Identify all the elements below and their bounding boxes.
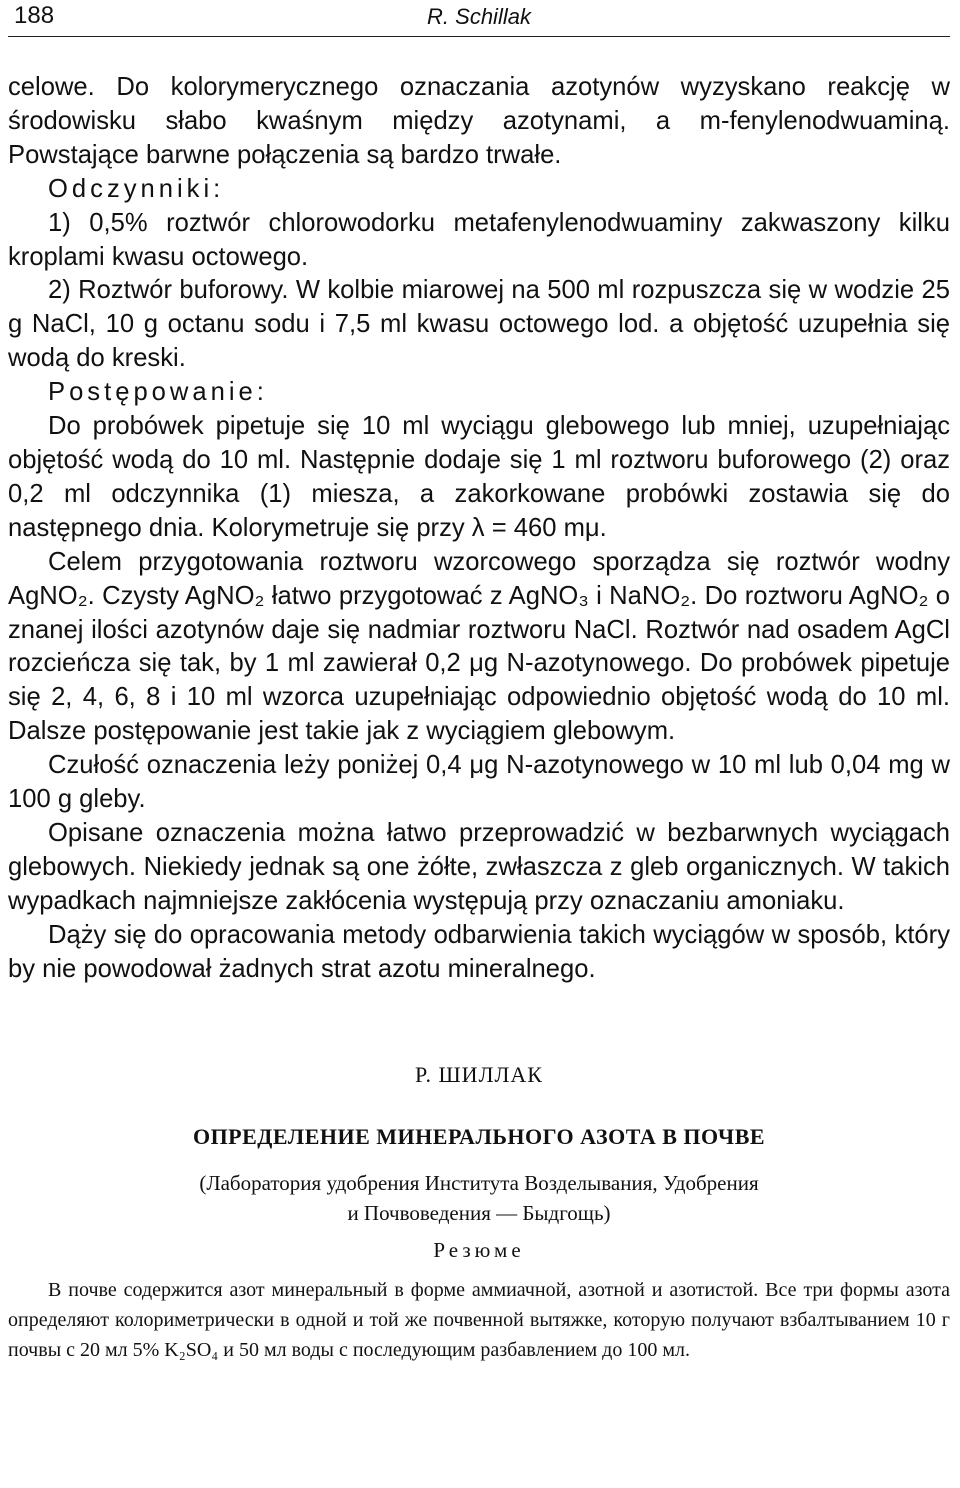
main-text: [8, 71, 950, 986]
summary-title: ОПРЕДЕЛЕНИЕ МИНЕРАЛЬНОГО АЗОТА В ПОЧВЕ: [192, 1124, 766, 1150]
summary-institution: [8, 1168, 950, 1228]
abstract-text: В почве содержится азот минеральный в форме аммиачной, азотной и азотистой. Все три формы азота определяют колориметрически в одной и той же почвенной вытяжке, которую получают взбалтыванием 10 г почвы с 20 мл 5% K₂SO₄ и 50 мл воды с последующим разбавлением до 100 мл.: [8, 1279, 950, 1362]
running-head: R. Schillak: [427, 4, 531, 29]
page-number: 188: [14, 2, 55, 29]
paragraph-sensitivity: Czułość oznaczenia leży poniżej 0,4 μg N-azotynowego w 10 ml lub 0,04 mg w 100 g gleby.: [8, 751, 950, 814]
institution-line-1: (Лаборатория удобрения Института Возделывания, Удобрения: [199, 1171, 759, 1196]
reagent-2: 2) Roztwór buforowy. W kolbie miarowej na 500 ml rozpuszcza się w wodzie 25 g NaCl, 10 g octanu sodu i 7,5 ml kwasu octowego lod. a objętość uzupełnia się wodą do kreski.: [8, 276, 950, 373]
paragraph-colour: Opisane oznaczenia można łatwo przeprowadzić w bezbarwnych wyciągach glebowych. Niekiedy jednak są one żółte, zwłaszcza z gleb organicznych. W takich wypadkach najmniejsze zakłócenia występują przy oznaczaniu amoniaku.: [8, 818, 950, 915]
institution-line-2: и Почвоведения — Быдгощь): [347, 1201, 611, 1226]
summary-author: Р. ШИЛЛАК: [415, 1062, 543, 1088]
paragraph-decolour: Dąży się do opracowania metody odbarwienia takich wyciągów w sposób, który by nie powodował żadnych strat azotu mineralnego.: [8, 920, 950, 983]
paragraph-standard: Celem przygotowania roztworu wzorcowego sporządza się roztwór wodny AgNO₂. Czysty AgNO₂ łatwo przygotować z AgNO₃ i NaNO₂. Do roztworu AgNO₂ o znanej ilości azotynów daje się nadmiar roztworu NaCl. Roztwór nad osadem AgCl rozcieńcza się tak, by 1 ml zawierał 0,2 μg N-azotynowego. Do probówek pipetuje się 2, 4, 6, 8 i 10 ml wzorca uzupełniając odpowiednio objętość wodą do 10 ml. Dalsze postępowanie jest takie jak z wyciągiem glebowym.: [8, 547, 950, 746]
reagent-1: 1) 0,5% roztwór chlorowodorku metafenylenodwuaminy zakwaszony kilku kroplami kwasu octowego.: [8, 208, 950, 271]
paragraph-procedure: Do probówek pipetuje się 10 ml wyciągu glebowego lub mniej, uzupełniając objętość wodą do 10 ml. Następnie dodaje się 1 ml roztworu buforowego (2) oraz 0,2 ml odczynnika (1) miesza, a zakorkowane probówki zostawia się do następnego dnia. Kolorymetruje się przy λ = 460 mμ.: [8, 412, 950, 542]
resume-heading: Резюме: [433, 1238, 525, 1263]
heading-postepowanie: Postępowanie:: [48, 378, 268, 407]
heading-odczynniki: Odczynniki:: [48, 174, 225, 203]
summary-abstract: [8, 1275, 950, 1365]
page-header: [8, 0, 950, 37]
russian-summary: [8, 1062, 950, 1365]
paragraph-intro: celowe. Do kolorymerycznego oznaczania azotynów wyzyskano reakcję w środowisku słabo kwaśnym między azotynami, a m-fenylenodwuaminą. Powstające barwne połączenia są bardzo trwałe.: [8, 73, 950, 169]
